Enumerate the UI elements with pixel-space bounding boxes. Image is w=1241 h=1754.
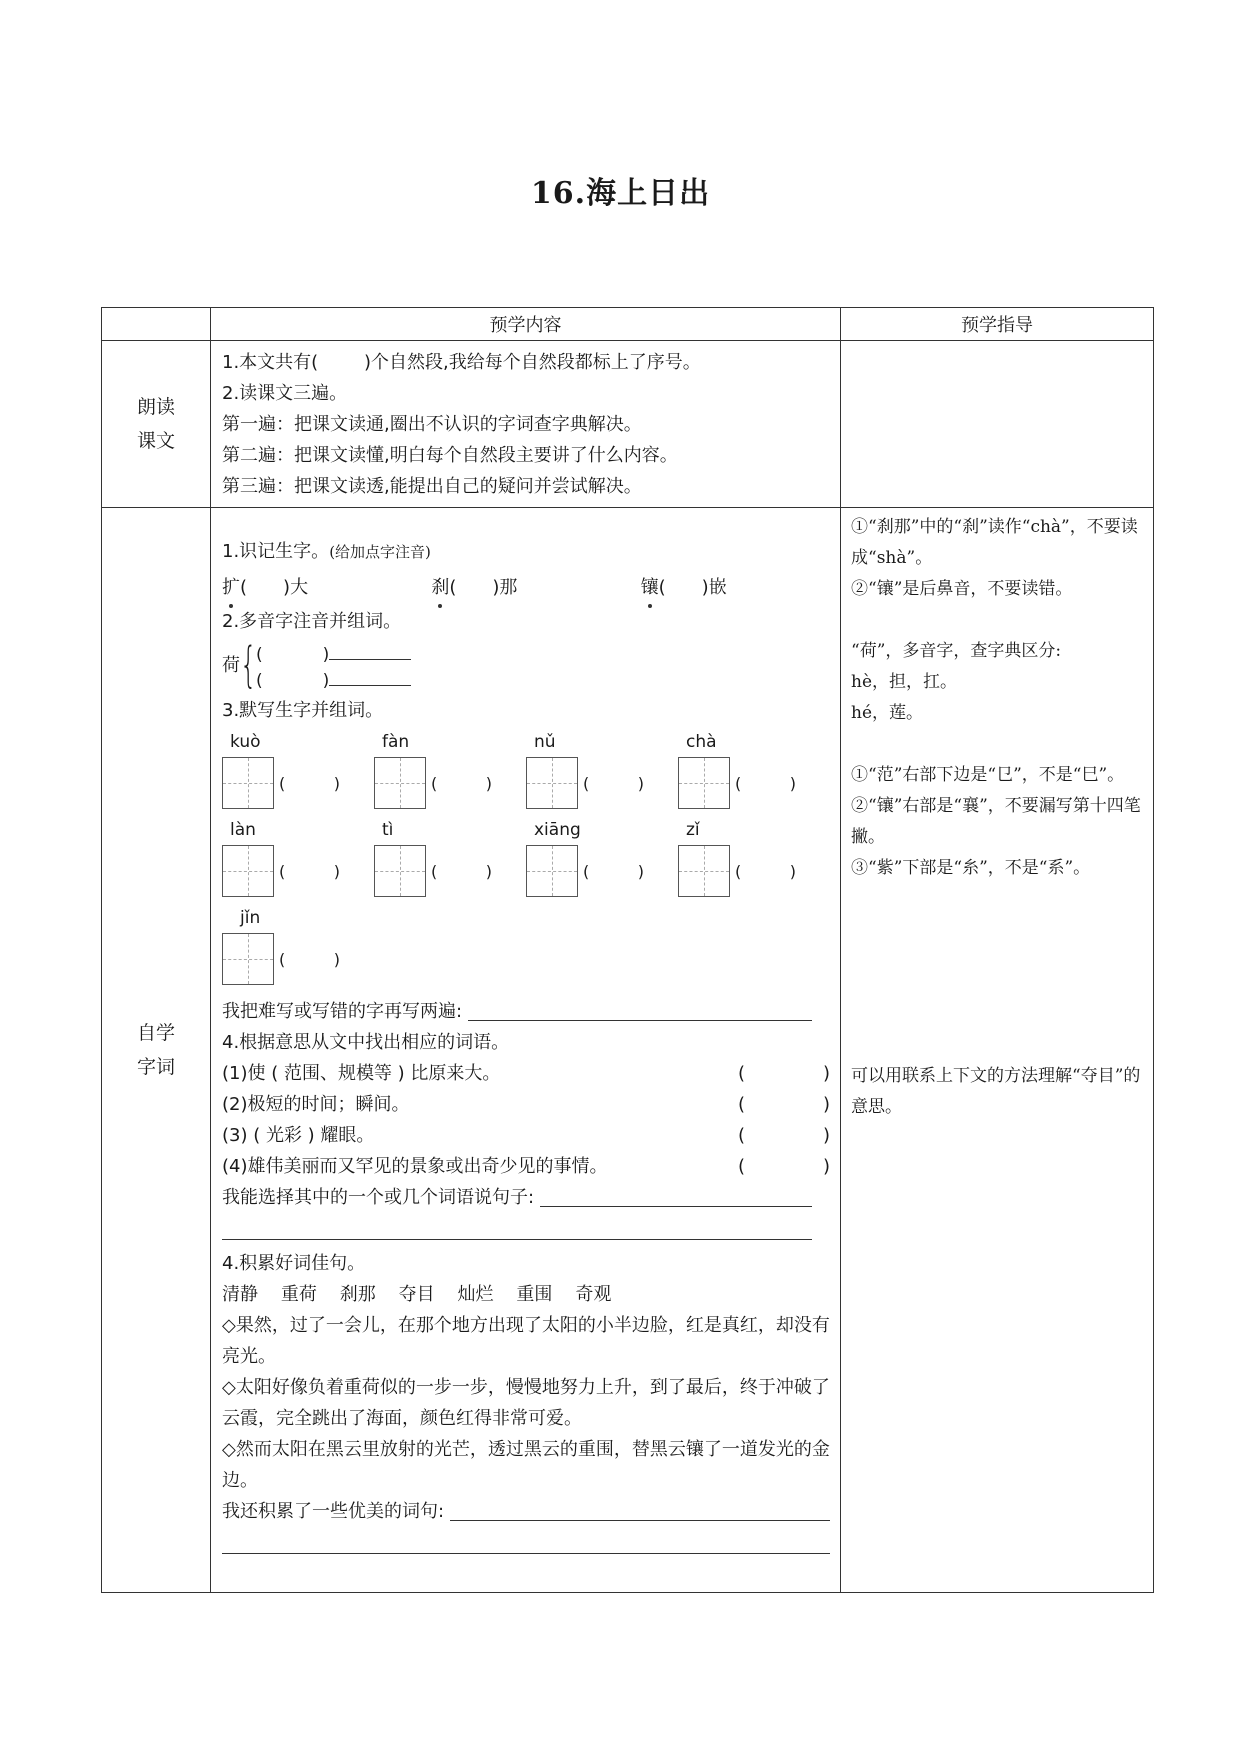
definition-row: (1)使 ( 范围、规模等 ) 比原来大。 ( ) bbox=[222, 1058, 830, 1089]
q3-cell: jǐn ( ) bbox=[222, 904, 379, 986]
polyphone-char: 荷 bbox=[222, 654, 240, 676]
guide-note-6: ①“范”右部下边是“㔾”，不是“巳”。 bbox=[851, 765, 1125, 785]
worksheet-table bbox=[101, 307, 1154, 1593]
header-empty-cell bbox=[102, 308, 211, 341]
reading-line-4: 第二遍：把课文读懂,明白每个自然段主要讲了什么内容。 bbox=[222, 445, 678, 466]
word-paren[interactable]: ( ) bbox=[583, 861, 644, 881]
definition-row: (4)雄伟美丽而又罕见的景象或出奇少见的事情。 ( ) bbox=[222, 1151, 830, 1182]
selfstudy-label: 自学 字词 bbox=[102, 508, 211, 1593]
q4-title: 4.根据意思从文中找出相应的词语。 bbox=[222, 1032, 510, 1053]
table-header-row bbox=[102, 308, 1154, 341]
writing-box[interactable] bbox=[374, 845, 426, 897]
good-sentence-3: ◇然而太阳在黑云里放射的光芒，透过黑云的重围，替黑云镶了一道发光的金边。 bbox=[222, 1439, 830, 1491]
writing-box[interactable] bbox=[526, 845, 578, 897]
writing-box[interactable] bbox=[678, 757, 730, 809]
reading-row bbox=[102, 341, 1154, 508]
guide-note-5: hé，莲。 bbox=[851, 703, 924, 723]
q3-row-2 bbox=[222, 816, 830, 898]
q3-cell: chà ( ) bbox=[678, 728, 830, 810]
reading-guide bbox=[841, 341, 1154, 508]
q2-polyphone bbox=[222, 639, 830, 691]
q1-items bbox=[222, 572, 830, 603]
sentence-row: 我能选择其中的一个或几个词语说句子: bbox=[222, 1182, 812, 1213]
writing-box[interactable] bbox=[222, 757, 274, 809]
guide-note-4: hè，担，扛。 bbox=[851, 672, 958, 692]
q3-row-3 bbox=[222, 904, 830, 986]
sentence-line[interactable] bbox=[540, 1184, 812, 1207]
guide-note-7: ②“镶”右部是“襄”，不要漏写第十四笔撇。 bbox=[851, 796, 1141, 847]
q1-item-3: 镶( )嵌 bbox=[641, 572, 830, 603]
reading-line-2: 2.读课文三遍。 bbox=[222, 383, 348, 404]
word-paren[interactable]: ( ) bbox=[431, 773, 492, 793]
reading-line-1: 1.本文共有( )个自然段,我给每个自然段都标上了序号。 bbox=[222, 352, 701, 373]
q3-cell: kuò ( ) bbox=[222, 728, 374, 810]
good-sentence-1: ◇果然，过了一会儿，在那个地方出现了太阳的小半边脸，红是真红，却没有亮光。 bbox=[222, 1315, 830, 1367]
word-paren[interactable]: ( ) bbox=[279, 861, 340, 881]
q1-item-2: 刹( )那 bbox=[431, 572, 640, 603]
writing-box[interactable] bbox=[526, 757, 578, 809]
q3-cell: tì ( ) bbox=[374, 816, 526, 898]
selfstudy-row bbox=[102, 508, 1154, 1593]
definition-row: (3) ( 光彩 ) 耀眼。 ( ) bbox=[222, 1120, 830, 1151]
header-guide: 预学指导 bbox=[841, 308, 1154, 341]
q3-cell: nǔ ( ) bbox=[526, 728, 678, 810]
word-paren[interactable]: ( ) bbox=[279, 773, 340, 793]
word-paren[interactable]: ( ) bbox=[735, 773, 796, 793]
good-sentence-2: ◇太阳好像负着重荷似的一步一步，慢慢地努力上升，到了最后，终于冲破了云霞，完全跳出了海面，颜色红得非常可爱。 bbox=[222, 1377, 830, 1429]
accumulate-line[interactable] bbox=[450, 1498, 830, 1521]
word-paren[interactable]: ( ) bbox=[735, 861, 796, 881]
writing-box[interactable] bbox=[222, 933, 274, 985]
rewrite-row: 我把难写或写错的字再写两遍: bbox=[222, 996, 812, 1027]
good-words: 清静 重荷 刹那 夺目 灿烂 重围 奇观 bbox=[222, 1284, 612, 1305]
writing-box[interactable] bbox=[374, 757, 426, 809]
polyphone-lines: ( ) ( ) bbox=[256, 639, 411, 691]
reading-line-3: 第一遍：把课文读通,圈出不认识的字词查字典解决。 bbox=[222, 414, 642, 435]
q3-cell: zǐ ( ) bbox=[678, 816, 830, 898]
q2-title: 2.多音字注音并组词。 bbox=[222, 611, 402, 632]
guide-note-3: “荷”，多音字，查字典区分: bbox=[851, 641, 1062, 661]
page-title: 16.海上日出 bbox=[530, 176, 711, 211]
selfstudy-content bbox=[211, 508, 841, 1593]
answer-paren[interactable]: ( ) bbox=[738, 1094, 830, 1115]
word-blank[interactable] bbox=[329, 639, 411, 660]
selfstudy-guide bbox=[841, 508, 1154, 1593]
reading-line-5: 第三遍：把课文读透,能提出自己的疑问并尝试解决。 bbox=[222, 476, 642, 497]
writing-box[interactable] bbox=[222, 845, 274, 897]
rewrite-line[interactable] bbox=[468, 998, 812, 1021]
q1-item-1: 扩( )大 bbox=[222, 572, 431, 603]
brace-icon: { bbox=[240, 637, 257, 693]
q3-title: 3.默写生字并组词。 bbox=[222, 700, 384, 721]
writing-box[interactable] bbox=[678, 845, 730, 897]
reading-label: 朗读 课文 bbox=[102, 341, 211, 508]
q1-title: 1.识记生字。(给加点字注音) bbox=[222, 541, 431, 562]
q3-cell: fàn ( ) bbox=[374, 728, 526, 810]
sentence-line-2[interactable] bbox=[222, 1213, 812, 1240]
q3-cell: làn ( ) bbox=[222, 816, 374, 898]
word-paren[interactable]: ( ) bbox=[431, 861, 492, 881]
accumulate-line-2[interactable] bbox=[222, 1527, 830, 1554]
word-blank[interactable] bbox=[329, 665, 411, 686]
answer-paren[interactable]: ( ) bbox=[738, 1063, 830, 1084]
word-paren[interactable]: ( ) bbox=[279, 949, 340, 969]
reading-content bbox=[211, 341, 841, 508]
header-content: 预学内容 bbox=[211, 308, 841, 341]
answer-paren[interactable]: ( ) bbox=[738, 1156, 830, 1177]
answer-paren[interactable]: ( ) bbox=[738, 1125, 830, 1146]
word-paren[interactable]: ( ) bbox=[583, 773, 644, 793]
guide-note-9: 可以用联系上下文的方法理解“夺目”的意思。 bbox=[851, 1066, 1141, 1117]
q5-title: 4.积累好词佳句。 bbox=[222, 1253, 366, 1274]
q3-row-1 bbox=[222, 728, 830, 810]
guide-note-8: ③“紫”下部是“糸”，不是“系”。 bbox=[851, 858, 1091, 878]
accumulate-row: 我还积累了一些优美的词句: bbox=[222, 1496, 830, 1527]
guide-note-1: ①“刹那”中的“刹”读作“chà”，不要读成“shà”。 bbox=[851, 517, 1138, 568]
guide-note-2: ②“镶”是后鼻音，不要读错。 bbox=[851, 579, 1073, 599]
definition-row: (2)极短的时间；瞬间。 ( ) bbox=[222, 1089, 830, 1120]
q3-cell: xiāng ( ) bbox=[526, 816, 678, 898]
